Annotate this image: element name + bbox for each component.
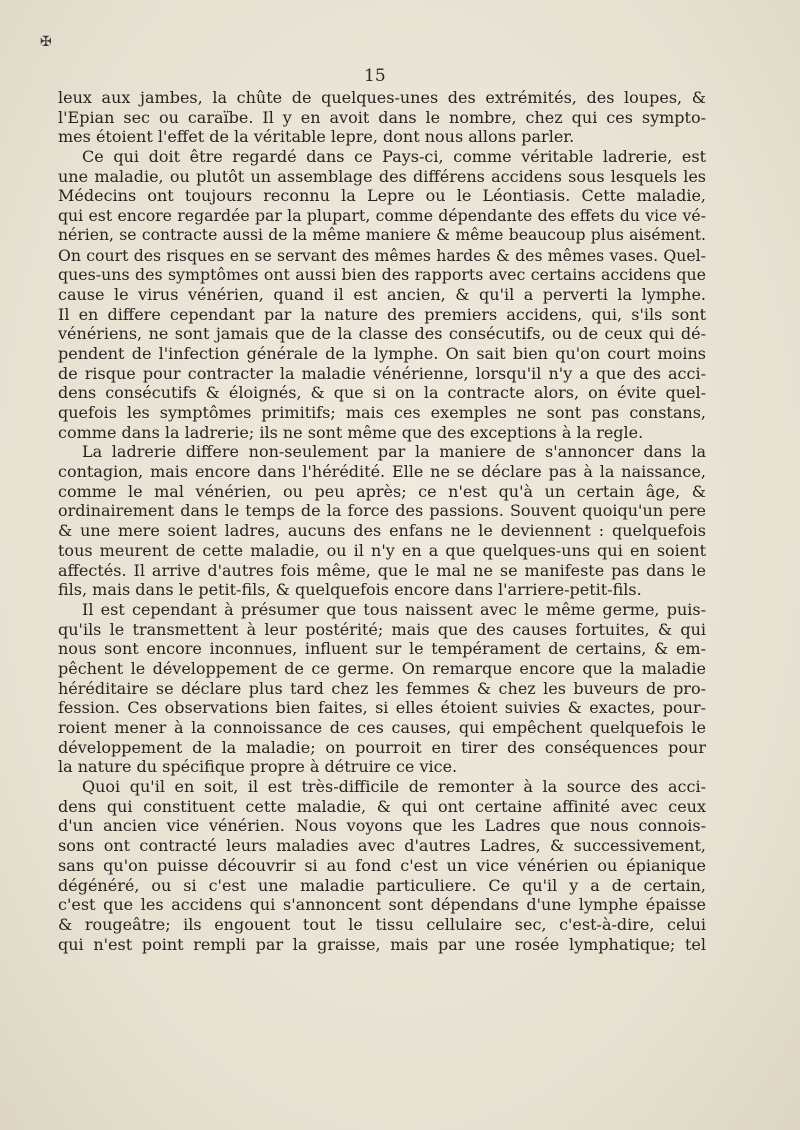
text-line: dens qui constituent cette maladie, & qui ont certaine affinité avec ceux bbox=[58, 796, 706, 816]
text-line: héréditaire se déclare plus tard chez les femmes & chez les buveurs de pro- bbox=[58, 678, 706, 698]
text-line: leux aux jambes, la chûte de quelques-unes des extrémités, des loupes, & bbox=[58, 88, 706, 107]
text-line: & rougeâtre; ils engouent tout le tissu cellulaire sec, c'est-à-dire, celui bbox=[58, 914, 706, 934]
corner-mark: ✠ bbox=[40, 34, 52, 50]
text-line: développement de la maladie; on pourroit en tirer des conséquences pour bbox=[58, 737, 706, 757]
text-line: sans qu'on puisse découvrir si au fond c'est un vice vénérien ou épianique bbox=[58, 855, 706, 875]
text-line: de risque pour contracter la maladie vénérienne, lorsqu'il n'y a que des acci- bbox=[58, 363, 706, 383]
text-line: d'un ancien vice vénérien. Nous voyons que les Ladres que nous connois- bbox=[58, 816, 706, 836]
text-line: l'Epian sec ou caraïbe. Il y en avoit dans le nombre, chez qui ces sympto- bbox=[58, 107, 706, 127]
text-line: qui n'est point rempli par la graisse, mais par une rosée lymphatique; tel bbox=[58, 934, 706, 954]
text-line: nérien, se contracte aussi de la même maniere & même beaucoup plus aisément. bbox=[58, 225, 706, 244]
text-line: qui est encore regardée par la plupart, comme dépendante des effets du vice vé- bbox=[58, 206, 706, 226]
text-line: roient mener à la connoissance de ces causes, qui empêchent quelquefois le bbox=[58, 718, 706, 737]
text-line: ques-uns des symptômes ont aussi bien des rapports avec certains accidens que bbox=[58, 265, 706, 285]
text-line: affectés. Il arrive d'autres fois même, que le mal ne se manifeste pas dans le bbox=[58, 560, 706, 580]
text-line: dégénéré, ou si c'est une maladie particuliere. Ce qu'il y a de certain, bbox=[58, 875, 706, 895]
text-line: Il en differe cependant par la nature des premiers accidens, qui, s'ils sont bbox=[58, 304, 706, 324]
text-line: Ce qui doit être regardé dans ce Pays-ci, comme véritable ladrerie, est bbox=[82, 147, 706, 167]
text-line: Il est cependant à présumer que tous naissent avec le même germe, puis- bbox=[82, 599, 706, 619]
text-line: ordinairement dans le temps de la force des passions. Souvent quoiqu'un pere bbox=[58, 501, 706, 521]
text-line: fils, mais dans le petit-fils, & quelquefois encore dans l'arriere-petit-fils. bbox=[58, 580, 642, 600]
text-line: On court des risques en se servant des mêmes hardes & des mêmes vases. Quel- bbox=[58, 245, 706, 265]
text-line: une maladie, ou plutôt un assemblage des différens accidens sous lesquels les bbox=[58, 166, 706, 186]
text-line: fession. Ces observations bien faites, si elles étoient suivies & exactes, pour- bbox=[58, 698, 706, 718]
text-line: contagion, mais encore dans l'hérédité. Elle ne se déclare pas à la naissance, bbox=[58, 462, 706, 482]
text-line: vénériens, ne sont jamais que de la classe des consécutifs, ou de ceux qui dé- bbox=[58, 324, 706, 344]
page-number: 15 bbox=[364, 66, 386, 86]
body-text bbox=[58, 88, 706, 954]
text-line: Quoi qu'il en soit, il est très-difficile de remonter à la source des acci- bbox=[82, 777, 706, 797]
text-line: comme dans la ladrerie; ils ne sont même que des exceptions à la regle. bbox=[58, 422, 644, 442]
text-line: c'est que les accidens qui s'annoncent sont dépendans d'une lymphe épaisse bbox=[58, 895, 706, 915]
text-line: comme le mal vénérien, ou peu après; ce n'est qu'à un certain âge, & bbox=[58, 481, 706, 501]
text-line: mes étoient l'effet de la véritable lepre, dont nous allons parler. bbox=[58, 127, 575, 147]
text-line: nous sont encore inconnues, influent sur le tempérament de certains, & em- bbox=[58, 639, 706, 659]
text-line: qu'ils le transmettent à leur postérité; mais que des causes fortuites, & qui bbox=[58, 619, 706, 639]
text-line: pendent de l'infection générale de la lymphe. On sait bien qu'on court moins bbox=[58, 343, 706, 363]
text-line: dens consécutifs & éloignés, & que si on la contracte alors, on évite quel- bbox=[58, 383, 706, 403]
text-line: la nature du spécifique propre à détruire ce vice. bbox=[58, 757, 458, 777]
text-line: sons ont contracté leurs maladies avec d'autres Ladres, & successivement, bbox=[58, 836, 706, 856]
text-line: tous meurent de cette maladie, ou il n'y en a que quelques-uns qui en soient bbox=[58, 540, 706, 560]
text-line: pêchent le développement de ce germe. On remarque encore que la maladie bbox=[58, 658, 706, 678]
text-line: La ladrerie differe non-seulement par la maniere de s'annoncer dans la bbox=[82, 442, 706, 462]
text-line: & une mere soient ladres, aucuns des enfans ne le deviennent : quelquefois bbox=[58, 521, 706, 541]
text-line: cause le virus vénérien, quand il est ancien, & qu'il a perverti la lymphe. bbox=[58, 284, 706, 304]
text-line: Médecins ont toujours reconnu la Lepre ou le Léontiasis. Cette maladie, bbox=[58, 186, 706, 206]
text-line: quefois les symptômes primitifs; mais ces exemples ne sont pas constans, bbox=[58, 403, 706, 422]
